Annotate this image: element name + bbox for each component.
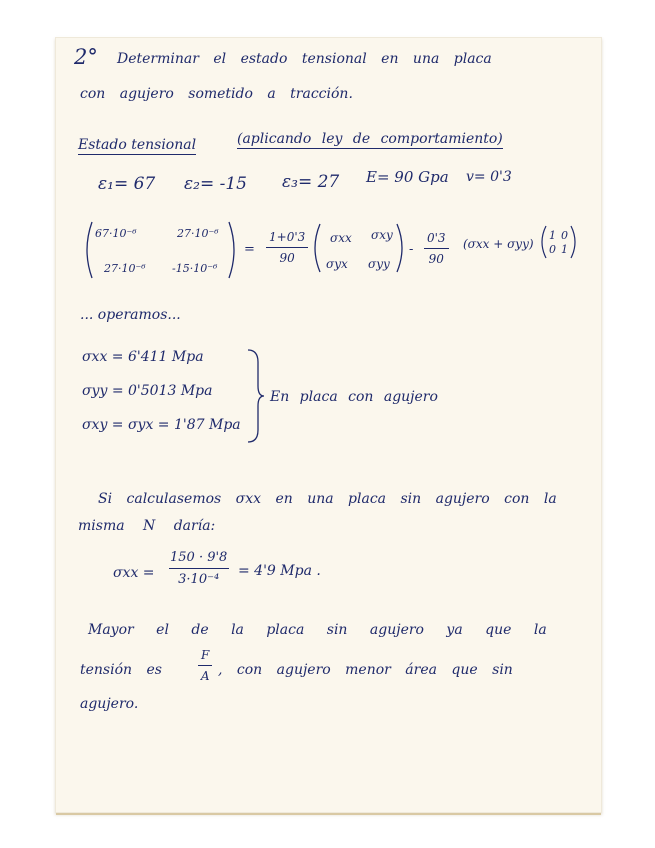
formula-num: 150 · 9'8 — [170, 550, 228, 565]
strain-matrix-12: 27·10⁻⁶ — [177, 227, 219, 240]
para2-line-1: Mayor el de la placa sin agujero ya que la — [88, 622, 547, 638]
fraction-1 — [266, 230, 308, 265]
section-heading: Estado tensional — [78, 137, 197, 153]
strain-e3: ε₃= 27 — [282, 172, 340, 192]
right-paren-1 — [227, 220, 239, 280]
fraction-2-num: 0'3 — [427, 231, 446, 245]
fa-fraction — [198, 648, 212, 683]
para2-line-3: agujero. — [80, 696, 139, 712]
para2-line-2a: tensión es — [80, 662, 162, 678]
result-note: En placa con agujero — [270, 389, 438, 405]
stress-matrix-12: σxy — [371, 228, 393, 242]
identity-12: 0 — [561, 229, 568, 242]
result-sxy: σxy = σyx = 1'87 Mpa — [82, 417, 241, 433]
para1-line-1: Si calculasemos σxx en una placa sin agujero con la — [98, 491, 557, 507]
stress-matrix-22: σyy — [368, 257, 390, 271]
stress-matrix-21: σyx — [326, 257, 348, 271]
stress-matrix-11: σxx — [330, 231, 352, 245]
right-brace — [244, 348, 266, 444]
equals-sign: = — [244, 242, 255, 257]
formula-den: 3·10⁻⁴ — [178, 572, 220, 587]
strain-matrix-22: -15·10⁻⁶ — [172, 262, 218, 275]
fa-num: F — [201, 648, 210, 662]
strain-e1: ε₁= 67 — [98, 174, 156, 194]
stress-sum: (σxx + σyy) — [463, 237, 534, 251]
identity-22: 1 — [561, 243, 568, 256]
problem-number: 2° — [74, 45, 98, 69]
left-paren-3 — [538, 224, 548, 260]
right-paren-2 — [395, 222, 407, 274]
strain-matrix-21: 27·10⁻⁶ — [104, 262, 146, 275]
fraction-2-den: 90 — [428, 252, 444, 266]
strain-e2: ε₂= -15 — [184, 174, 247, 194]
young-modulus: E= 90 Gpa — [366, 168, 449, 186]
minus-sign: - — [409, 242, 414, 257]
para2-line-2b: , con agujero menor área que sin — [218, 662, 513, 678]
formula-lhs: σxx = — [113, 565, 155, 581]
operamos-text: ... operamos... — [80, 307, 181, 323]
formula-fraction — [167, 550, 230, 587]
header-line-1: Determinar el estado tensional en una placa — [117, 51, 492, 67]
left-paren-2 — [310, 222, 322, 274]
right-paren-3 — [569, 224, 579, 260]
header-line-2: con agujero sometido a tracción. — [80, 86, 353, 102]
poisson-ratio: v= 0'3 — [466, 169, 512, 185]
fraction-2 — [424, 231, 449, 266]
result-syy: σyy = 0'5013 Mpa — [82, 383, 213, 399]
strain-matrix-11: 67·10⁻⁶ — [95, 227, 137, 240]
fa-den: A — [200, 669, 210, 683]
fraction-1-bar — [266, 247, 308, 248]
formula-bar — [169, 568, 229, 569]
fraction-1-den: 90 — [279, 251, 295, 265]
result-sxx: σxx = 6'411 Mpa — [82, 349, 204, 365]
fraction-2-bar — [424, 248, 449, 249]
left-paren-1 — [82, 220, 94, 280]
identity-21: 0 — [549, 243, 556, 256]
fa-bar — [198, 665, 212, 666]
section-heading-note: (aplicando ley de comportamiento) — [237, 131, 503, 147]
formula-rhs: = 4'9 Mpa . — [238, 563, 321, 579]
fraction-1-num: 1+0'3 — [269, 230, 306, 244]
identity-11: 1 — [549, 229, 556, 242]
para1-line-2: misma N daría: — [78, 518, 216, 534]
